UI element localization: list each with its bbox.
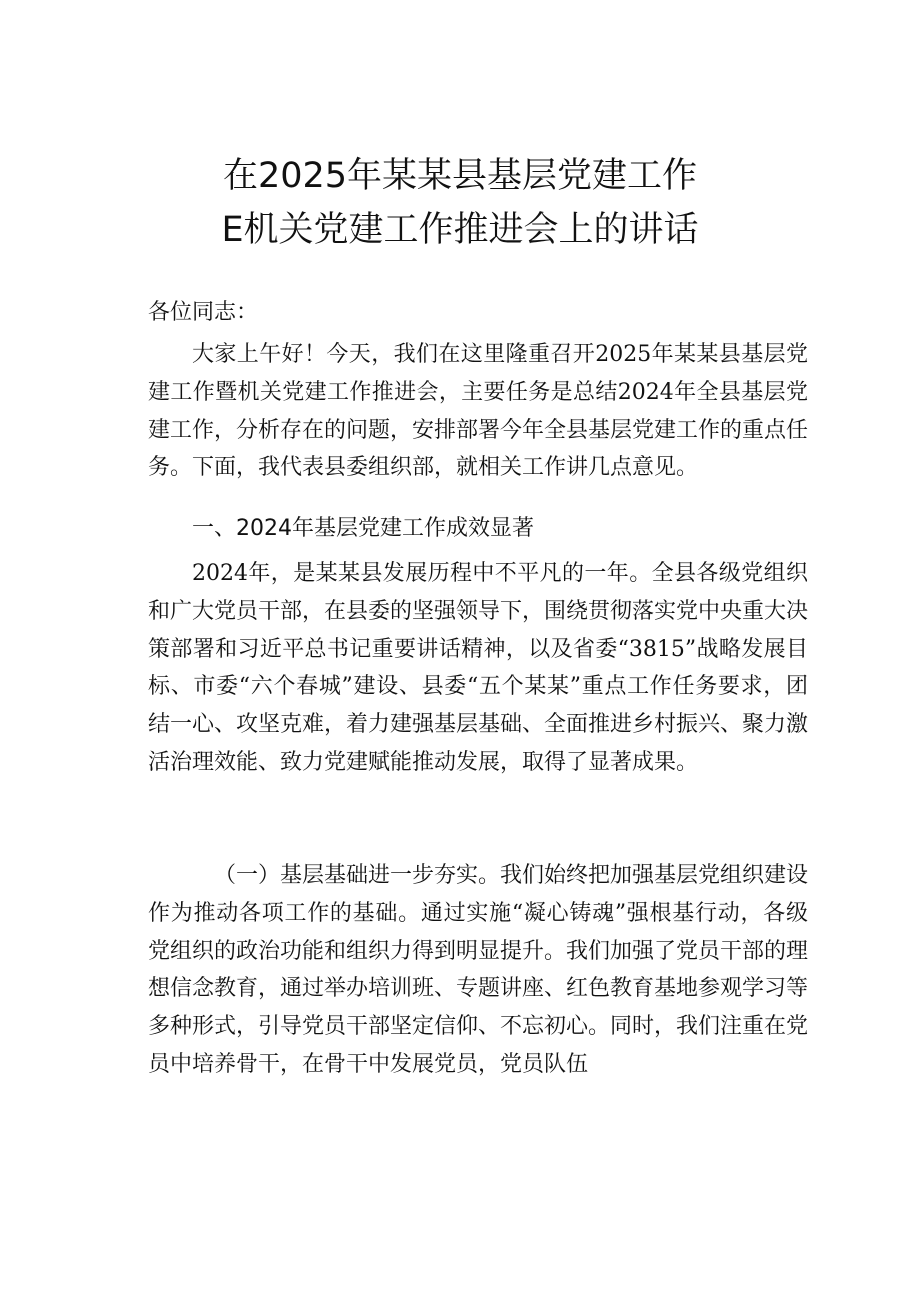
section-heading-1: 一、2024年基层党建工作成效显著 [192,516,534,541]
paragraph-opening: 大家上午好！今天，我们在这里隆重召开2025年某某县基层党建工作暨机关党建工作推进会，主要任务是总结2024年全县基层党建工作，分析存在的问题，安排部署今年全县基层党建工作的重点任务。下面，我代表县委组织部，就相关工作讲几点意见。 [148,342,809,481]
paragraph-achievements: 2024年，是某某县发展历程中不平凡的一年。全县各级党组织和广大党员干部，在县委的坚强领导下，围绕贯彻落实党中央重大决策部署和习近平总书记重要讲话精神，以及省委“3815”战略发展目标、市委“六个春城”建设、县委“五个某某”重点工作任务要求，团结一心、攻坚克难，着力建强基层基础、全面推进乡村振兴、聚力激活治理效能、致力党建赋能推动发展，取得了显著成果。 [148,561,809,775]
document-title-line1: 在2025年某某县基层党建工作 [222,156,698,196]
paragraph-grassroots-foundation: （一）基层基础进一步夯实。我们始终把加强基层党组织建设作为推动各项工作的基础。通过实施“凝心铸魂”强根基行动，各级党组织的政治功能和组织力得到明显提升。我们加强了党员干部的理想信念教育，通过举办培训班、专题讲座、红色教育基地参观学习等多种形式，引导党员干部坚定信仰、不忘初心。同时，我们注重在党员中培养骨干，在骨干中发展党员，党员队伍 [148,863,809,1077]
salutation: 各位同志： [148,300,259,325]
document-title-line2: E机关党建工作推进会上的讲话 [221,210,699,250]
